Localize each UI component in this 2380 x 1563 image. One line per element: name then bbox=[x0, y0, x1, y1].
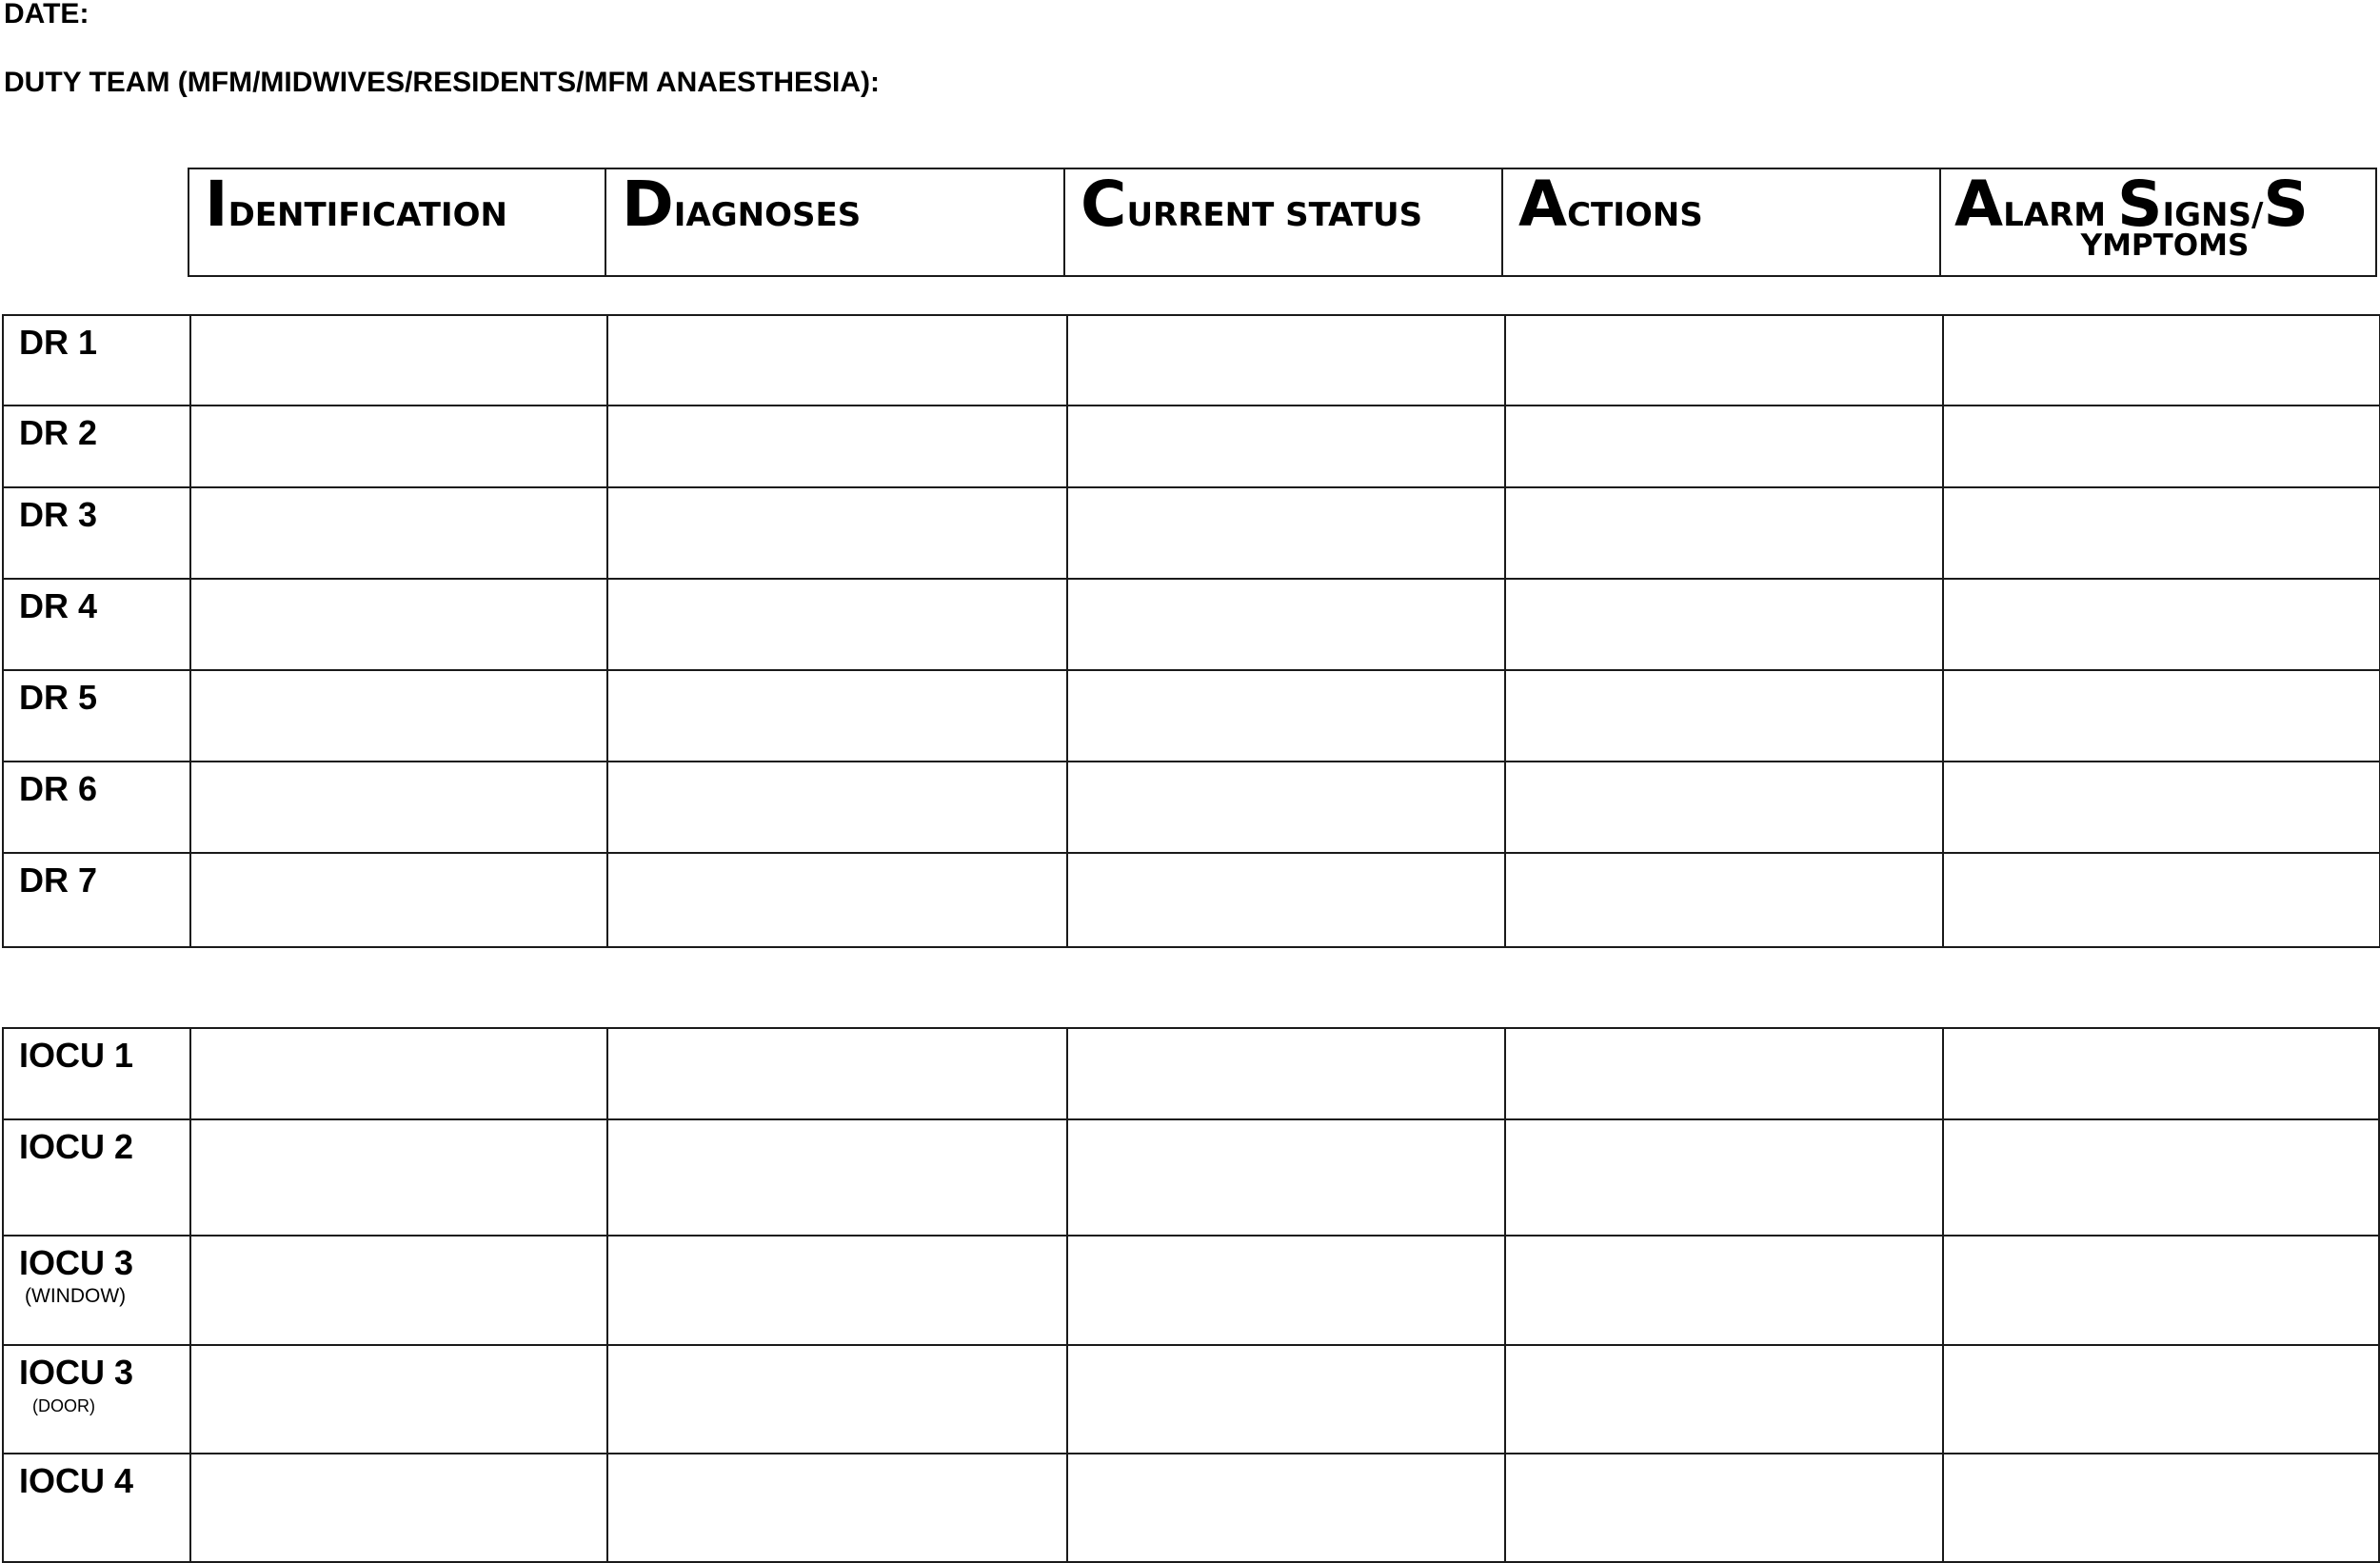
row-label: DR 4 bbox=[3, 579, 190, 670]
identification-cell[interactable] bbox=[190, 1236, 607, 1345]
diagnoses-cell[interactable] bbox=[607, 1345, 1067, 1454]
actions-cell[interactable] bbox=[1505, 487, 1943, 579]
identification-cell[interactable] bbox=[190, 406, 607, 487]
header-identification: IDENTIFICATION bbox=[188, 168, 605, 276]
table-row bbox=[3, 853, 2380, 947]
header-current-status: CURRENT STATUS bbox=[1064, 168, 1502, 276]
current-status-cell[interactable] bbox=[1067, 853, 1505, 947]
table-row bbox=[3, 1345, 2379, 1454]
current-status-cell[interactable] bbox=[1067, 406, 1505, 487]
row-label: DR 2 bbox=[3, 406, 190, 487]
diagnoses-cell[interactable] bbox=[607, 1236, 1067, 1345]
identification-cell[interactable] bbox=[190, 1454, 607, 1562]
actions-cell[interactable] bbox=[1505, 853, 1943, 947]
table-row bbox=[3, 1454, 2379, 1562]
current-status-cell[interactable] bbox=[1067, 1236, 1505, 1345]
identification-cell[interactable] bbox=[190, 579, 607, 670]
column-header-table bbox=[188, 168, 2377, 277]
table-row bbox=[3, 487, 2380, 579]
row-label: IOCU 3 (WINDOW) bbox=[3, 1236, 190, 1345]
row-sublabel: (DOOR) bbox=[32, 1396, 95, 1415]
identification-cell[interactable] bbox=[190, 487, 607, 579]
actions-cell[interactable] bbox=[1505, 1345, 1943, 1454]
iocu-table bbox=[2, 1027, 2380, 1563]
alarm-signs-cell[interactable] bbox=[1943, 315, 2380, 406]
row-label: DR 7 bbox=[3, 853, 190, 947]
actions-cell[interactable] bbox=[1505, 1454, 1943, 1562]
table-row bbox=[3, 762, 2380, 853]
current-status-cell[interactable] bbox=[1067, 315, 1505, 406]
table-row bbox=[3, 1236, 2379, 1345]
diagnoses-cell[interactable] bbox=[607, 853, 1067, 947]
delivery-room-table bbox=[2, 314, 2380, 948]
row-label: DR 6 bbox=[3, 762, 190, 853]
diagnoses-cell[interactable] bbox=[607, 1454, 1067, 1562]
actions-cell[interactable] bbox=[1505, 1236, 1943, 1345]
row-label: DR 1 bbox=[3, 315, 190, 406]
identification-cell[interactable] bbox=[190, 315, 607, 406]
actions-cell[interactable] bbox=[1505, 1119, 1943, 1236]
header-actions: ACTIONS bbox=[1502, 168, 1940, 276]
alarm-signs-cell[interactable] bbox=[1943, 579, 2380, 670]
current-status-cell[interactable] bbox=[1067, 762, 1505, 853]
row-sublabel: (WINDOW) bbox=[25, 1285, 127, 1307]
diagnoses-cell[interactable] bbox=[607, 762, 1067, 853]
diagnoses-cell[interactable] bbox=[607, 487, 1067, 579]
diagnoses-cell[interactable] bbox=[607, 1028, 1067, 1119]
row-label: IOCU 2 bbox=[3, 1119, 190, 1236]
actions-cell[interactable] bbox=[1505, 1028, 1943, 1119]
actions-cell[interactable] bbox=[1505, 579, 1943, 670]
diagnoses-cell[interactable] bbox=[607, 670, 1067, 762]
current-status-cell[interactable] bbox=[1067, 1345, 1505, 1454]
header-diagnoses: DIAGNOSES bbox=[605, 168, 1064, 276]
current-status-cell[interactable] bbox=[1067, 1028, 1505, 1119]
alarm-signs-cell[interactable] bbox=[1943, 1454, 2379, 1562]
current-status-cell[interactable] bbox=[1067, 1454, 1505, 1562]
identification-cell[interactable] bbox=[190, 762, 607, 853]
current-status-cell[interactable] bbox=[1067, 1119, 1505, 1236]
table-row bbox=[3, 1119, 2379, 1236]
identification-cell[interactable] bbox=[190, 1119, 607, 1236]
row-label: IOCU 1 bbox=[3, 1028, 190, 1119]
header-alarm-signs-symptoms: ALARM SIGNS/S YMPTOMS bbox=[1940, 168, 2376, 276]
identification-cell[interactable] bbox=[190, 1345, 607, 1454]
identification-cell[interactable] bbox=[190, 670, 607, 762]
table-row bbox=[3, 315, 2380, 406]
actions-cell[interactable] bbox=[1505, 670, 1943, 762]
row-label: DR 5 bbox=[3, 670, 190, 762]
current-status-cell[interactable] bbox=[1067, 579, 1505, 670]
current-status-cell[interactable] bbox=[1067, 487, 1505, 579]
alarm-signs-cell[interactable] bbox=[1943, 487, 2380, 579]
row-label: IOCU 4 bbox=[3, 1454, 190, 1562]
alarm-signs-cell[interactable] bbox=[1943, 1028, 2379, 1119]
date-label: DATE: bbox=[4, 0, 89, 30]
actions-cell[interactable] bbox=[1505, 315, 1943, 406]
current-status-cell[interactable] bbox=[1067, 670, 1505, 762]
diagnoses-cell[interactable] bbox=[607, 1119, 1067, 1236]
identification-cell[interactable] bbox=[190, 853, 607, 947]
actions-cell[interactable] bbox=[1505, 406, 1943, 487]
alarm-signs-cell[interactable] bbox=[1943, 853, 2380, 947]
alarm-signs-cell[interactable] bbox=[1943, 1119, 2379, 1236]
table-row bbox=[3, 1028, 2379, 1119]
table-row bbox=[3, 670, 2380, 762]
alarm-signs-cell[interactable] bbox=[1943, 670, 2380, 762]
actions-cell[interactable] bbox=[1505, 762, 1943, 853]
diagnoses-cell[interactable] bbox=[607, 579, 1067, 670]
table-row bbox=[3, 406, 2380, 487]
alarm-signs-cell[interactable] bbox=[1943, 1345, 2379, 1454]
diagnoses-cell[interactable] bbox=[607, 406, 1067, 487]
duty-team-label: DUTY TEAM (MFM/MIDWIVES/RESIDENTS/MFM ANAESTHESIA): bbox=[4, 67, 880, 98]
table-row bbox=[3, 579, 2380, 670]
alarm-signs-cell[interactable] bbox=[1943, 1236, 2379, 1345]
alarm-signs-cell[interactable] bbox=[1943, 406, 2380, 487]
row-label: DR 3 bbox=[3, 487, 190, 579]
row-label: IOCU 3 (DOOR) bbox=[3, 1345, 190, 1454]
alarm-signs-cell[interactable] bbox=[1943, 762, 2380, 853]
diagnoses-cell[interactable] bbox=[607, 315, 1067, 406]
identification-cell[interactable] bbox=[190, 1028, 607, 1119]
